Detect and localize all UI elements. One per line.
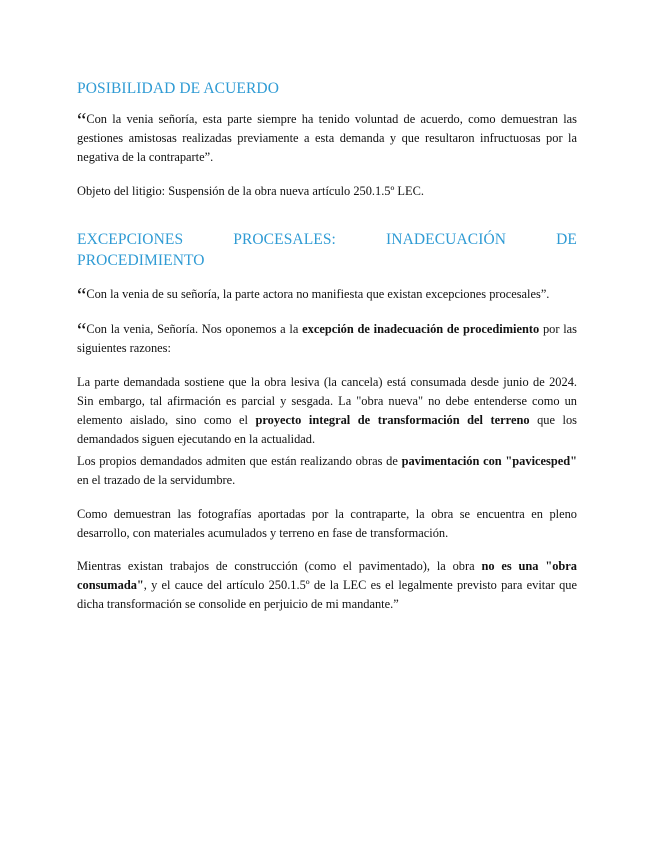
paragraph-oposicion: “Con la venia, Señoría. Nos oponemos a la excepción de inadecuación de procedimiento por las siguientes razones: (77, 318, 577, 355)
open-quote: “ (77, 283, 86, 307)
open-quote: “ (77, 318, 86, 342)
bold-obra-consumada: no es una "obra consumada" (77, 559, 577, 592)
bold-pavimentacion: pavimentación con "pavicesped" (401, 454, 577, 468)
open-quote: “ (77, 108, 86, 132)
paragraph-obra-lesiva: La parte demandada sostiene que la obra lesiva (la cancela) está consumada desde junio de 2024. Sin embargo, tal afirmación es parcial y sesgada. La "obra nueva" no debe entenderse como un elemento aislado, sino como el proyecto integral de transformación del terreno que los demandados siguen ejecutando en la actualidad. (77, 375, 577, 446)
paragraph-acuerdo-text: Con la venia señoría, esta parte siempre ha tenido voluntad de acuerdo, como demuestran las gestiones amistosas realizadas previamente a esta demanda y que resultaron infructuosas por la negativa de la contraparte”. (77, 112, 577, 164)
bold-excepcion: excepción de inadecuación de procedimiento (302, 322, 540, 336)
paragraph-objeto-litigio: Objeto del litigio: Suspensión de la obra nueva artículo 250.1.5º LEC. (77, 184, 424, 198)
heading-posibilidad-acuerdo: POSIBILIDAD DE ACUERDO (77, 80, 279, 97)
bold-proyecto-integral: proyecto integral de transformación del terreno (255, 413, 530, 427)
heading-excepciones-line1: EXCEPCIONES PROCESALES: INADECUACIÓN DE (77, 231, 577, 248)
paragraph-no-excepciones-text: Con la venia de su señoría, la parte actora no manifiesta que existan excepciones procesales”. (86, 287, 550, 301)
heading-excepciones-line2: PROCEDIMIENTO (77, 252, 205, 269)
paragraph-pavimentacion: Los propios demandados admiten que están realizando obras de pavimentación con "pavicesped" en el trazado de la servidumbre. (77, 454, 577, 487)
paragraph-no-excepciones (77, 283, 577, 307)
paragraph-obra-consumada: Mientras existan trabajos de construcción (como el pavimentado), la obra no es una "obra consumada", y el cauce del artículo 250.1.5º de la LEC es el legalmente previsto para evitar que dicha transformación se consolide en perjuicio de mi mandante.” (77, 559, 577, 611)
paragraph-acuerdo (77, 110, 577, 167)
paragraph-fotografias: Como demuestran las fotografías aportadas por la contraparte, la obra se encuentra en pleno desarrollo, con materiales acumulados y terreno en fase de transformación. (77, 507, 577, 540)
